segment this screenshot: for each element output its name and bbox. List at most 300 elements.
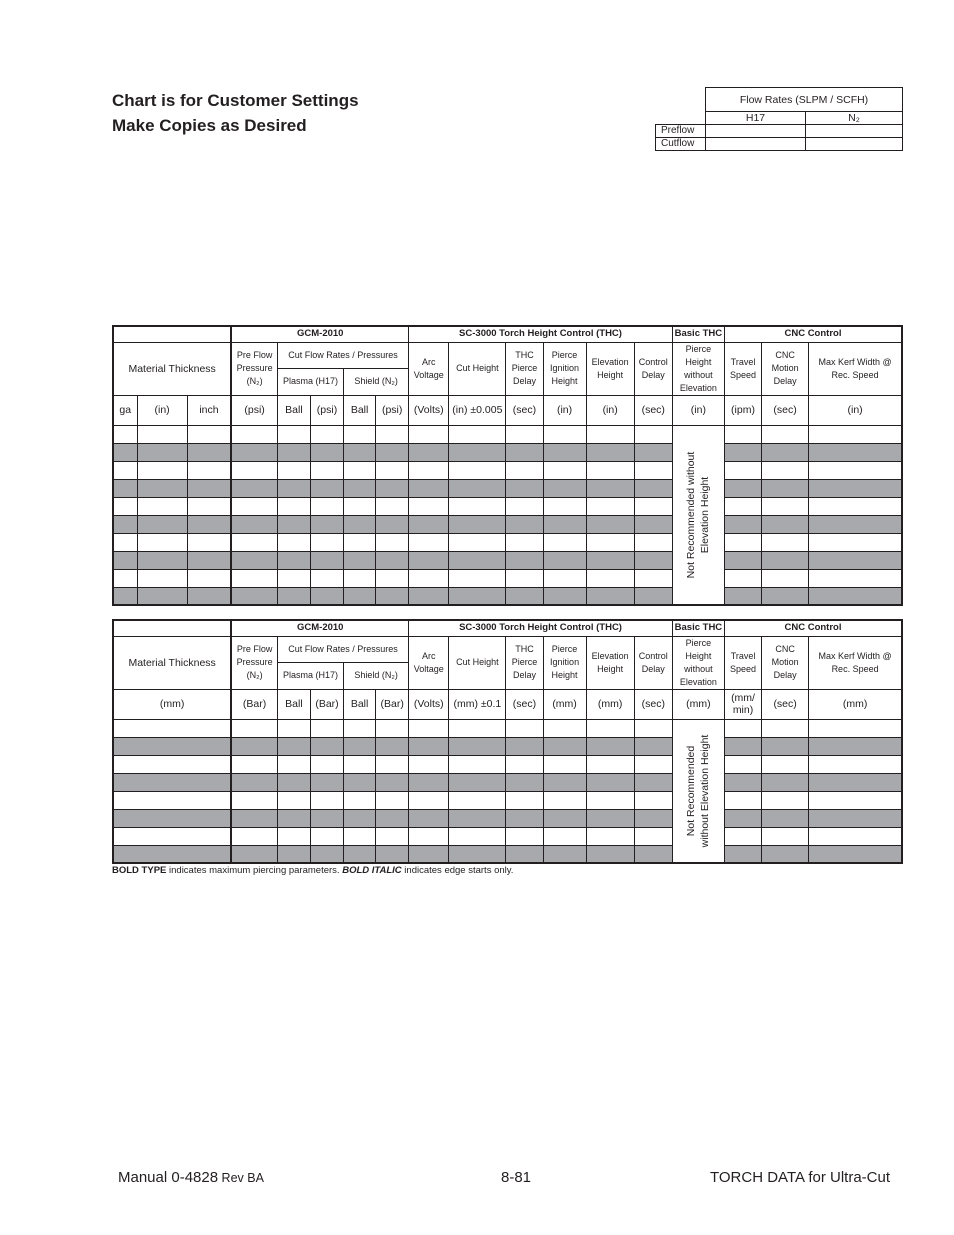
table-cell xyxy=(449,773,506,791)
hdr-control-delay: Control Delay xyxy=(634,342,672,395)
flow-rates-header: Flow Rates (SLPM / SCFH) xyxy=(706,88,903,112)
table-cell xyxy=(449,425,506,443)
unit-cut-height: (mm) ±0.1 xyxy=(449,689,506,719)
flow-col-h17: H17 xyxy=(706,112,806,125)
note-bold-italic: BOLD ITALIC xyxy=(342,865,402,876)
table-cell xyxy=(506,497,543,515)
table-cell xyxy=(409,443,449,461)
table-cell xyxy=(409,479,449,497)
table-cell xyxy=(277,497,310,515)
table-cell xyxy=(543,515,586,533)
table-cell xyxy=(449,809,506,827)
unit-sec: (sec) xyxy=(762,689,809,719)
footer-rev: Rev BA xyxy=(218,1171,264,1185)
table-cell xyxy=(277,773,310,791)
table-cell xyxy=(543,461,586,479)
table-cell xyxy=(344,515,376,533)
table-cell xyxy=(449,461,506,479)
table-cell xyxy=(310,791,343,809)
table-row xyxy=(113,791,902,809)
table-cell xyxy=(344,479,376,497)
table-cell xyxy=(809,845,902,863)
not-recommended-line: Elevation Height xyxy=(699,476,712,553)
table-cell xyxy=(543,755,586,773)
table-cell xyxy=(586,827,634,845)
table-cell xyxy=(409,755,449,773)
table-cell xyxy=(809,497,902,515)
table-cell xyxy=(113,497,137,515)
table-cell xyxy=(506,773,543,791)
table-cell xyxy=(543,497,586,515)
table-row xyxy=(113,569,902,587)
table-cell xyxy=(809,737,902,755)
unit-sec: (sec) xyxy=(506,395,543,425)
table-cell xyxy=(543,827,586,845)
table-cell xyxy=(344,569,376,587)
table-cell xyxy=(376,443,409,461)
table-cell xyxy=(724,515,761,533)
table-cell xyxy=(310,827,343,845)
group-cnc: CNC Control xyxy=(724,620,902,636)
table-cell xyxy=(724,737,761,755)
hdr-arc-voltage: Arc Voltage xyxy=(409,342,449,395)
unit-volts: (Volts) xyxy=(409,689,449,719)
table-cell xyxy=(344,497,376,515)
table-cell xyxy=(409,773,449,791)
table-cell xyxy=(506,809,543,827)
table-cell xyxy=(506,737,543,755)
table-cell xyxy=(634,461,672,479)
unit-psi: (psi) xyxy=(310,395,343,425)
table-cell xyxy=(724,551,761,569)
table-cell xyxy=(506,461,543,479)
table-cell xyxy=(409,533,449,551)
table-cell xyxy=(634,479,672,497)
table-cell xyxy=(409,845,449,863)
unit-psi: (psi) xyxy=(231,395,277,425)
table-cell xyxy=(310,551,343,569)
table-cell xyxy=(586,773,634,791)
table-cell xyxy=(113,755,231,773)
group-gcm: GCM-2010 xyxy=(231,326,408,342)
table-cell xyxy=(724,425,761,443)
table-cell xyxy=(113,533,137,551)
table-cell xyxy=(376,737,409,755)
table-cell xyxy=(310,719,343,737)
table-cell xyxy=(724,809,761,827)
table-cell xyxy=(543,737,586,755)
table-cell xyxy=(344,719,376,737)
table-cell xyxy=(376,809,409,827)
hdr-material-thickness: Material Thickness xyxy=(113,636,231,689)
table-cell xyxy=(376,791,409,809)
table-cell xyxy=(724,845,761,863)
table-cell xyxy=(344,827,376,845)
table-cell xyxy=(449,587,506,605)
table-cell xyxy=(137,443,187,461)
unit-ga: ga xyxy=(113,395,137,425)
table-cell xyxy=(231,461,277,479)
table-cell xyxy=(762,719,809,737)
table-cell xyxy=(586,425,634,443)
table-cell xyxy=(187,479,231,497)
footer-doc-title: TORCH DATA for Ultra-Cut xyxy=(710,1169,891,1186)
table-cell xyxy=(137,515,187,533)
note-text-2: indicates edge starts only. xyxy=(401,865,514,876)
table-cell xyxy=(586,809,634,827)
table-cell xyxy=(409,515,449,533)
table-cell xyxy=(310,479,343,497)
table-cell xyxy=(506,569,543,587)
table-cell xyxy=(376,773,409,791)
table-cell xyxy=(634,827,672,845)
table-cell xyxy=(506,755,543,773)
table-cell xyxy=(277,551,310,569)
hdr-cut-flow: Cut Flow Rates / Pressures xyxy=(277,636,408,663)
table-cell xyxy=(376,515,409,533)
group-sc3000: SC-3000 Torch Height Control (THC) xyxy=(409,326,673,342)
table-cell xyxy=(137,587,187,605)
table-cell xyxy=(543,719,586,737)
table-cell xyxy=(277,809,310,827)
unit-in: (in) xyxy=(543,395,586,425)
not-recommended-note xyxy=(672,719,724,863)
table-row xyxy=(113,827,902,845)
table-cell xyxy=(586,443,634,461)
flow-cell xyxy=(706,125,806,138)
table-cell xyxy=(231,533,277,551)
table-cell xyxy=(634,551,672,569)
table-cell xyxy=(310,587,343,605)
table-cell xyxy=(231,479,277,497)
table-cell xyxy=(724,719,761,737)
table-cell xyxy=(634,569,672,587)
table-cell xyxy=(449,719,506,737)
table-cell xyxy=(543,773,586,791)
table-cell xyxy=(586,845,634,863)
table-cell xyxy=(809,551,902,569)
table-cell xyxy=(506,791,543,809)
not-recommended-note xyxy=(672,425,724,605)
table-cell xyxy=(344,809,376,827)
table-cell xyxy=(724,479,761,497)
table-cell xyxy=(634,533,672,551)
table-cell xyxy=(724,791,761,809)
hdr-elevation-height: Elevation Height xyxy=(586,636,634,689)
table-cell xyxy=(344,755,376,773)
table-cell xyxy=(231,809,277,827)
table-row xyxy=(113,809,902,827)
table-cell xyxy=(724,827,761,845)
table-cell xyxy=(113,737,231,755)
group-cnc: CNC Control xyxy=(724,326,902,342)
table-cell xyxy=(762,809,809,827)
unit-sec: (sec) xyxy=(634,395,672,425)
flow-row-cutflow: Cutflow xyxy=(656,138,706,151)
table-cell xyxy=(376,551,409,569)
hdr-thc-pierce-delay: THC Pierce Delay xyxy=(506,342,543,395)
unit-ipm: (ipm) xyxy=(724,395,761,425)
table-cell xyxy=(137,551,187,569)
table-cell xyxy=(634,515,672,533)
table-cell xyxy=(762,755,809,773)
table-cell xyxy=(449,443,506,461)
table-cell xyxy=(586,533,634,551)
table-cell xyxy=(187,515,231,533)
table-row xyxy=(113,755,902,773)
group-basic-thc: Basic THC xyxy=(672,620,724,636)
table-cell xyxy=(506,587,543,605)
table-cell xyxy=(310,737,343,755)
table-row xyxy=(113,443,902,461)
table-cell xyxy=(543,569,586,587)
table-row xyxy=(113,719,902,737)
table-row xyxy=(113,461,902,479)
table-cell xyxy=(277,533,310,551)
hdr-cut-height: Cut Height xyxy=(449,342,506,395)
table-cell xyxy=(376,845,409,863)
table-cell xyxy=(724,755,761,773)
table-cell xyxy=(231,587,277,605)
hdr-max-kerf: Max Kerf Width @ Rec. Speed xyxy=(809,636,902,689)
table-cell xyxy=(634,845,672,863)
table-cell xyxy=(409,551,449,569)
hdr-max-kerf: Max Kerf Width @ Rec. Speed xyxy=(809,342,902,395)
table-cell xyxy=(137,461,187,479)
table-cell xyxy=(634,587,672,605)
table-cell xyxy=(586,737,634,755)
table-cell xyxy=(506,425,543,443)
unit-sec: (sec) xyxy=(506,689,543,719)
table-cell xyxy=(376,755,409,773)
hdr-pierce-ignition-height: Pierce Ignition Height xyxy=(543,342,586,395)
footer-manual-number: Manual 0-4828 xyxy=(118,1169,219,1186)
table-cell xyxy=(586,479,634,497)
table-cell xyxy=(113,845,231,863)
table-cell xyxy=(231,443,277,461)
unit-bar: (Bar) xyxy=(310,689,343,719)
table-cell xyxy=(376,827,409,845)
footer-manual xyxy=(118,1169,264,1186)
table-cell xyxy=(809,425,902,443)
table-cell xyxy=(310,425,343,443)
table-cell xyxy=(809,569,902,587)
table-cell xyxy=(231,791,277,809)
table-cell xyxy=(187,569,231,587)
unit-in: (in) xyxy=(672,395,724,425)
table-cell xyxy=(376,569,409,587)
table-cell xyxy=(277,443,310,461)
table-cell xyxy=(449,551,506,569)
table-cell xyxy=(231,515,277,533)
hdr-elevation-height: Elevation Height xyxy=(586,342,634,395)
unit-ball: Ball xyxy=(277,689,310,719)
hdr-pierce-height-without: Pierce Height without Elevation xyxy=(672,636,724,689)
hdr-cnc-motion-delay: CNC Motion Delay xyxy=(762,636,809,689)
table-cell xyxy=(634,755,672,773)
table-cell xyxy=(277,587,310,605)
unit-cut-height: (in) ±0.005 xyxy=(449,395,506,425)
unit-ball: Ball xyxy=(277,395,310,425)
unit-bar: (Bar) xyxy=(376,689,409,719)
table-cell xyxy=(543,425,586,443)
group-sc3000: SC-3000 Torch Height Control (THC) xyxy=(409,620,673,636)
table-cell xyxy=(113,479,137,497)
table-cell xyxy=(634,719,672,737)
table-cell xyxy=(376,461,409,479)
unit-bar: (Bar) xyxy=(231,689,277,719)
table-cell xyxy=(187,425,231,443)
table-cell xyxy=(187,497,231,515)
table-cell xyxy=(231,773,277,791)
hdr-cnc-motion-delay: CNC Motion Delay xyxy=(762,342,809,395)
note-bold-type: BOLD TYPE xyxy=(112,865,167,876)
table-cell xyxy=(762,569,809,587)
table-cell xyxy=(277,479,310,497)
table-cell xyxy=(409,497,449,515)
hdr-pierce-ignition-height: Pierce Ignition Height xyxy=(543,636,586,689)
table-cell xyxy=(187,461,231,479)
table-cell xyxy=(449,791,506,809)
table-cell xyxy=(137,533,187,551)
table-cell xyxy=(344,845,376,863)
imperial-settings-table xyxy=(112,325,903,606)
table-cell xyxy=(586,569,634,587)
table-cell xyxy=(137,479,187,497)
table-cell xyxy=(187,533,231,551)
unit-in: (in) xyxy=(586,395,634,425)
table-cell xyxy=(113,461,137,479)
table-cell xyxy=(586,515,634,533)
table-cell xyxy=(344,443,376,461)
table-cell xyxy=(506,515,543,533)
table-cell xyxy=(449,515,506,533)
table-cell xyxy=(449,497,506,515)
title-line-1: Chart is for Customer Settings xyxy=(112,91,359,110)
table-cell xyxy=(409,587,449,605)
table-cell xyxy=(724,569,761,587)
table-cell xyxy=(113,791,231,809)
table-cell xyxy=(762,551,809,569)
table-cell xyxy=(634,443,672,461)
table-cell xyxy=(762,737,809,755)
table-cell xyxy=(231,827,277,845)
hdr-shield: Shield (N₂) xyxy=(344,369,409,396)
table-cell xyxy=(409,737,449,755)
unit-psi: (psi) xyxy=(376,395,409,425)
not-recommended-text xyxy=(684,734,712,847)
table-cell xyxy=(187,443,231,461)
table-cell xyxy=(231,425,277,443)
table-cell xyxy=(543,479,586,497)
table-cell xyxy=(809,827,902,845)
table-cell xyxy=(724,497,761,515)
metric-settings-table xyxy=(112,619,903,864)
page-title xyxy=(112,88,359,138)
table-cell xyxy=(586,755,634,773)
unit-mm: (mm) xyxy=(543,689,586,719)
table-cell xyxy=(586,791,634,809)
table-cell xyxy=(586,719,634,737)
table-cell xyxy=(586,461,634,479)
not-recommended-text xyxy=(684,451,712,578)
flow-row-preflow: Preflow xyxy=(656,125,706,138)
table-cell xyxy=(634,773,672,791)
table-cell xyxy=(634,425,672,443)
unit-volts: (Volts) xyxy=(409,395,449,425)
table-cell xyxy=(231,845,277,863)
unit-mm: (mm) xyxy=(672,689,724,719)
table-cell xyxy=(724,461,761,479)
table-cell xyxy=(310,773,343,791)
table-cell xyxy=(409,809,449,827)
table-cell xyxy=(231,551,277,569)
table-cell xyxy=(187,551,231,569)
table-cell xyxy=(506,827,543,845)
table-cell xyxy=(376,425,409,443)
table-cell xyxy=(344,587,376,605)
hdr-shield: Shield (N₂) xyxy=(344,663,409,690)
table-cell xyxy=(113,515,137,533)
table-cell xyxy=(409,827,449,845)
table-cell xyxy=(277,791,310,809)
table-cell xyxy=(762,479,809,497)
hdr-material-thickness: Material Thickness xyxy=(113,342,231,395)
hdr-cut-height: Cut Height xyxy=(449,636,506,689)
hdr-cut-flow: Cut Flow Rates / Pressures xyxy=(277,342,408,369)
table-row xyxy=(113,515,902,533)
table-cell xyxy=(113,809,231,827)
table-cell xyxy=(586,497,634,515)
hdr-arc-voltage: Arc Voltage xyxy=(409,636,449,689)
table-cell xyxy=(809,479,902,497)
table-cell xyxy=(809,461,902,479)
table-cell xyxy=(231,497,277,515)
table-row xyxy=(113,845,902,863)
table-cell xyxy=(506,551,543,569)
table-cell xyxy=(310,497,343,515)
table-cell xyxy=(543,791,586,809)
table-cell xyxy=(113,587,137,605)
flow-cell xyxy=(806,125,903,138)
unit-mm: (mm) xyxy=(586,689,634,719)
table-cell xyxy=(762,773,809,791)
table-cell xyxy=(376,497,409,515)
table-cell xyxy=(231,719,277,737)
table-cell xyxy=(277,755,310,773)
table-cell xyxy=(344,461,376,479)
table-row xyxy=(113,773,902,791)
table-cell xyxy=(277,719,310,737)
table-cell xyxy=(113,443,137,461)
table-cell xyxy=(113,719,231,737)
unit-ball: Ball xyxy=(344,689,376,719)
table-cell xyxy=(231,569,277,587)
table-cell xyxy=(449,737,506,755)
table-cell xyxy=(762,587,809,605)
table-cell xyxy=(376,533,409,551)
table-cell xyxy=(409,719,449,737)
table-cell xyxy=(449,479,506,497)
table-cell xyxy=(634,737,672,755)
table-cell xyxy=(344,737,376,755)
table-cell xyxy=(344,773,376,791)
table-cell xyxy=(586,587,634,605)
group-basic-thc: Basic THC xyxy=(672,326,724,342)
table-cell xyxy=(809,791,902,809)
table-row xyxy=(113,533,902,551)
table-cell xyxy=(762,425,809,443)
